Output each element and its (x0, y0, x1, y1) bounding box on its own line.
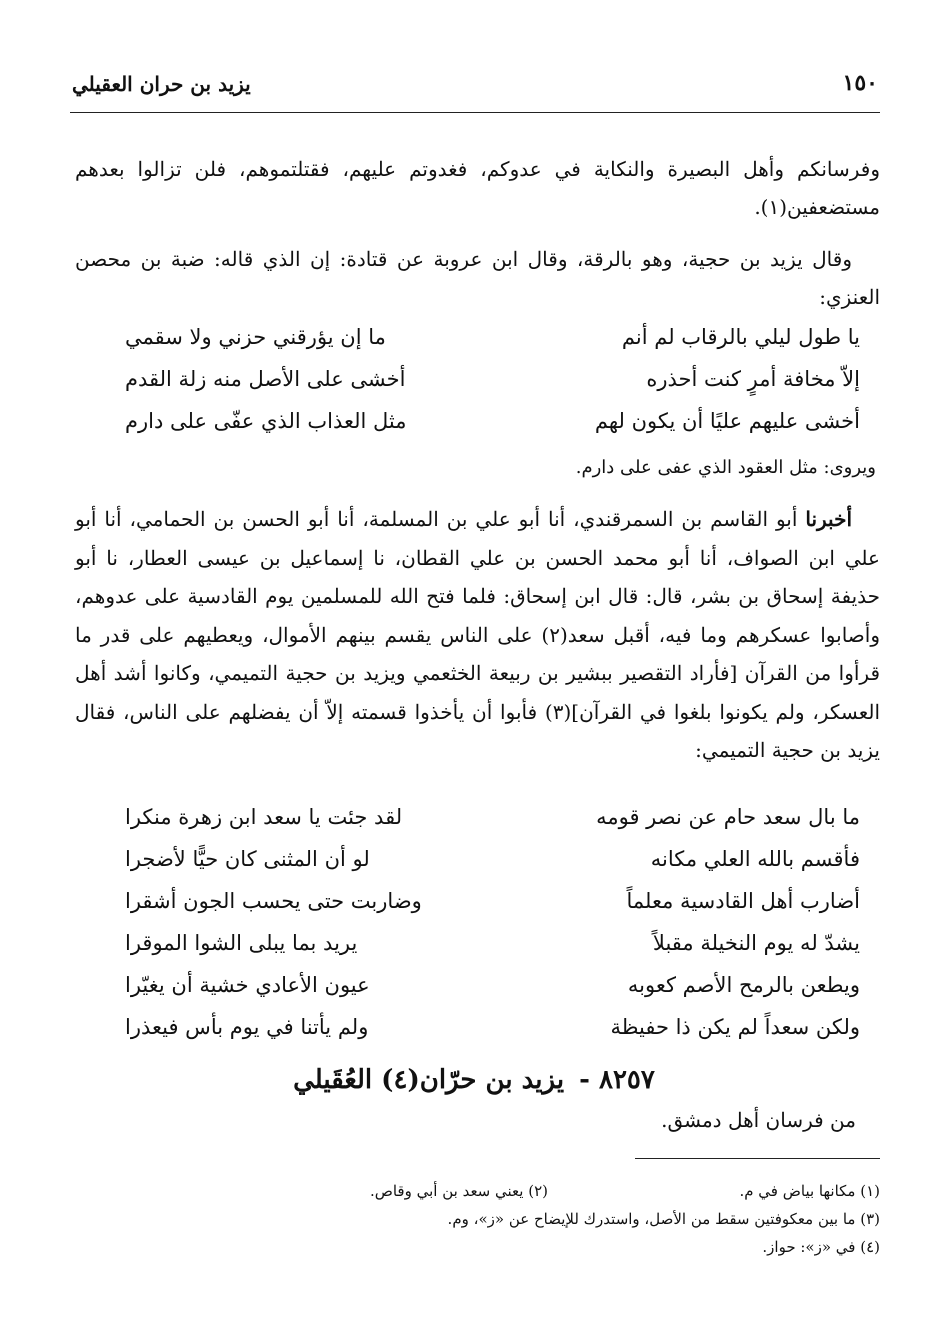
poem-verse (100, 1015, 860, 1057)
isnad-lead-word: أخبرنا (805, 507, 852, 531)
verse-first-hemistich: إلاّ مخافة أمرٍ كنت أحذره (646, 367, 860, 391)
poem-verse (100, 889, 860, 931)
verse-first-hemistich: يشدّ له يوم النخيلة مقبلاً (652, 931, 860, 955)
poem-verse (100, 931, 860, 973)
verse-first-hemistich: أخشى عليهم عليًا أن يكون لهم (594, 409, 860, 433)
page-number: ١٥٠ (842, 70, 878, 96)
poem-second (100, 805, 860, 1057)
variant-reading: ويروى: مثل العقود الذي عفى على دارم. (575, 457, 876, 478)
verse-first-hemistich: ولكن سعداً لم يكن ذا حفيظة (610, 1015, 860, 1039)
verse-first-hemistich: ويطعن بالرمح الأصم كعوبه (627, 973, 860, 997)
isnad-text: أبو القاسم بن السمرقندي، أنا أبو علي بن المسلمة، أنا أبو الحسن بن الحمامي، أنا أبو علي ابن الصواف، أنا أبو محمد الحسن بن علي القطان، نا إسماعيل بن عيسى العطار، نا أبو حذيفة إسحاق بن بشر، قال: قال ابن إسحاق: فلما فتح الله للمسلمين يوم القادسية على عدوهم، وأصابوا عسكرهم وما فيه، أقبل سعد(٢) على الناس يقسم بينهم الأموال، ويعطيهم على قدر ما قرأوا من القرآن [فأراد التقصير ببشير بن ربيعة الخثعمي ويزيد بن حجية التميمي، وكانوا أشد أهل العسكر، ولم يكونوا بلغوا في القرآن](٣) فأبوا أن يأخذوا قسمته إلاّ أن يفضلهم على الناس، فقال يزيد بن حجية التميمي: (75, 507, 881, 762)
verse-first-hemistich: يا طول ليلي بالرقاب لم أنم (621, 325, 860, 349)
footnote-2: (٢) يعني سعد بن أبي وقاص. (369, 1182, 548, 1200)
poem-verse (100, 805, 860, 847)
verse-second-hemistich: لقد جئت يا سعد ابن زهرة منكرا (125, 805, 403, 829)
header-rule (70, 112, 880, 113)
poem-verse (100, 973, 860, 1015)
poem-verse (100, 847, 860, 889)
verse-first-hemistich: فأقسم بالله العلي مكانه (650, 847, 860, 871)
footnote-4: (٤) في «ز»: حواز. (762, 1238, 880, 1256)
paragraph-continuation: وفرسانكم وأهل البصيرة والنكاية في عدوكم، فغدوتم عليهم، فقتلتموهم، فلن تزالوا بعدهم مستضعفين(١). (75, 157, 880, 219)
verse-second-hemistich: عيون الأعادي خشية أن يغيّرا (125, 973, 370, 997)
entry-name: يزيد بن حرّان(٤) العُقَيلي (293, 1065, 565, 1095)
poem-verse (100, 409, 860, 451)
verse-second-hemistich: لو أن المثنى كان حيًّا لأضجرا (125, 847, 370, 871)
footnote-1: (١) مكانها بياض في م. (739, 1182, 880, 1200)
footnote-3: (٣) ما بين معكوفتين سقط من الأصل، واستدرك للإيضاح عن «ز»، وم. (447, 1210, 880, 1228)
verse-second-hemistich: ما إن يؤرقني حزني ولا سقمي (125, 325, 386, 349)
verse-second-hemistich: مثل العذاب الذي عفّى على دارم (125, 409, 407, 433)
verse-second-hemistich: ولم يأتنا في يوم بأس فيعذرا (125, 1015, 369, 1039)
poem-verse (100, 325, 860, 367)
paragraph-attribution: وقال يزيد بن حجية، وهو بالرقة، وقال ابن عروبة عن قتادة: إن الذي قاله: ضبة بن محصن العنزي: (75, 247, 880, 309)
page-header (70, 68, 880, 104)
running-title: يزيد بن حران العقيلي (72, 72, 251, 96)
paragraph-isnad (75, 500, 880, 770)
entry-number: ٨٢٥٧ - (579, 1065, 655, 1095)
verse-second-hemistich: يريد بما يبلى الشوا الموقرا (125, 931, 358, 955)
verse-first-hemistich: أضارب أهل القادسية معلماً (626, 889, 860, 913)
footnote-rule (635, 1158, 880, 1159)
verse-second-hemistich: أخشى على الأصل منه زلة القدم (125, 367, 406, 391)
entry-heading (0, 1065, 948, 1095)
poem-verse (100, 367, 860, 409)
poem-first (100, 325, 860, 451)
verse-first-hemistich: ما بال سعد حام عن نصر قومه (596, 805, 860, 829)
entry-description: من فرسان أهل دمشق. (661, 1108, 856, 1132)
verse-second-hemistich: وضاربت حتى يحسب الجون أشقرا (125, 889, 422, 913)
